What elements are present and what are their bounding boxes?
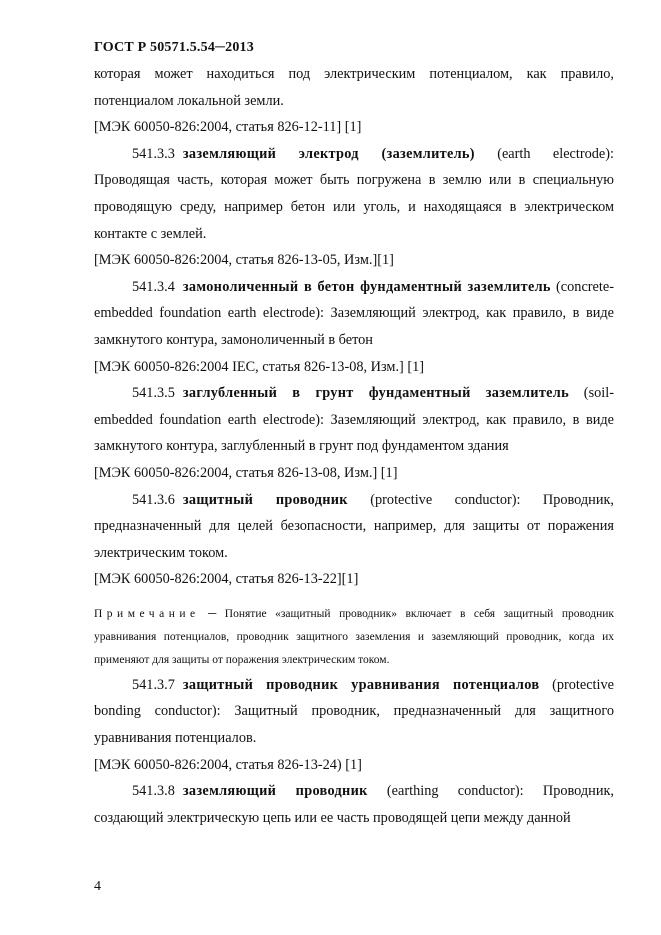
- clause-number: 541.3.3: [132, 145, 175, 162]
- reference: [МЭК 60050-826:2004, статья 826-12-11] [1]: [94, 119, 362, 136]
- term: защитный проводник уравнивания потенциалов: [182, 676, 540, 693]
- term: защитный проводник: [182, 491, 348, 508]
- definition: (soil-embedded foundation earth electrode): Заземляющий электрод, как правило, в виде замкнутого контура, заглубленный в грунт под фундаментом здания: [94, 385, 614, 455]
- term: заглубленный в грунт фундаментный заземлитель: [182, 385, 569, 402]
- term: заземляющий проводник: [182, 783, 368, 800]
- page-number: 4: [94, 879, 101, 894]
- reference: [МЭК 60050-826:2004, статья 826-13-08, Изм.] [1]: [94, 464, 398, 481]
- term-entry: [94, 380, 614, 460]
- definition: (earthing conductor): Проводник, создающий электрическую цепь или ее часть проводящей цепи между данной: [94, 783, 614, 826]
- definition: (concrete-embedded foundation earth electrode): Заземляющий электрод, как правило, в виде замкнутого контура, замоноличенный в бетон: [94, 278, 614, 348]
- definition: (earth electrode): Проводящая часть, которая может быть погружена в землю или в специальную проводящую среду, например бетон или уголь, и находящаяся в электрическом контакте с землей.: [94, 145, 614, 242]
- reference: [МЭК 60050-826:2004, статья 826-13-22][1]: [94, 571, 359, 588]
- term: замоноличенный в бетон фундаментный заземлитель: [182, 278, 551, 295]
- clause-number: 541.3.6: [132, 491, 175, 508]
- reference: [МЭК 60050-826:2004 IEC, статья 826-13-08, Изм.] [1]: [94, 358, 425, 375]
- term-entry: [94, 778, 614, 831]
- term-entry: [94, 141, 614, 247]
- note-dash: ─: [199, 607, 225, 620]
- intro-text: которая может находиться под электрическим потенциалом, как правило, потенциалом локальной земли.: [94, 66, 614, 109]
- clause-number: 541.3.8: [132, 783, 175, 800]
- term-entry: [94, 274, 614, 354]
- standard-header: ГОСТ Р 50571.5.54─2013: [94, 40, 254, 55]
- definition: (protective bonding conductor): Защитный проводник, предназначенный для защитного уравнивания потенциалов.: [94, 676, 614, 747]
- term-entry: [94, 487, 614, 567]
- term: заземляющий электрод (заземлитель): [182, 145, 475, 162]
- definition: (protective conductor): Проводник, предназначенный для целей безопасности, например, для защиты от поражения электрическим током.: [94, 491, 614, 561]
- document-body: [94, 61, 614, 831]
- clause-number: 541.3.5: [132, 385, 175, 402]
- reference: [МЭК 60050-826:2004, статья 826-13-05, Изм.][1]: [94, 252, 394, 269]
- clause-number: 541.3.7: [132, 676, 175, 693]
- note-label: Примечание: [94, 607, 200, 620]
- clause-number: 541.3.4: [132, 278, 175, 295]
- note: [94, 603, 614, 672]
- reference: [МЭК 60050-826:2004, статья 826-13-24) [1]: [94, 756, 362, 773]
- note-text: Понятие «защитный проводник» включает в себя защитный проводник уравнивания потенциалов, проводник защитного заземления и заземляющий проводник, когда их применяют для защиты от поражения электрическим током.: [94, 607, 615, 666]
- term-entry: [94, 672, 614, 752]
